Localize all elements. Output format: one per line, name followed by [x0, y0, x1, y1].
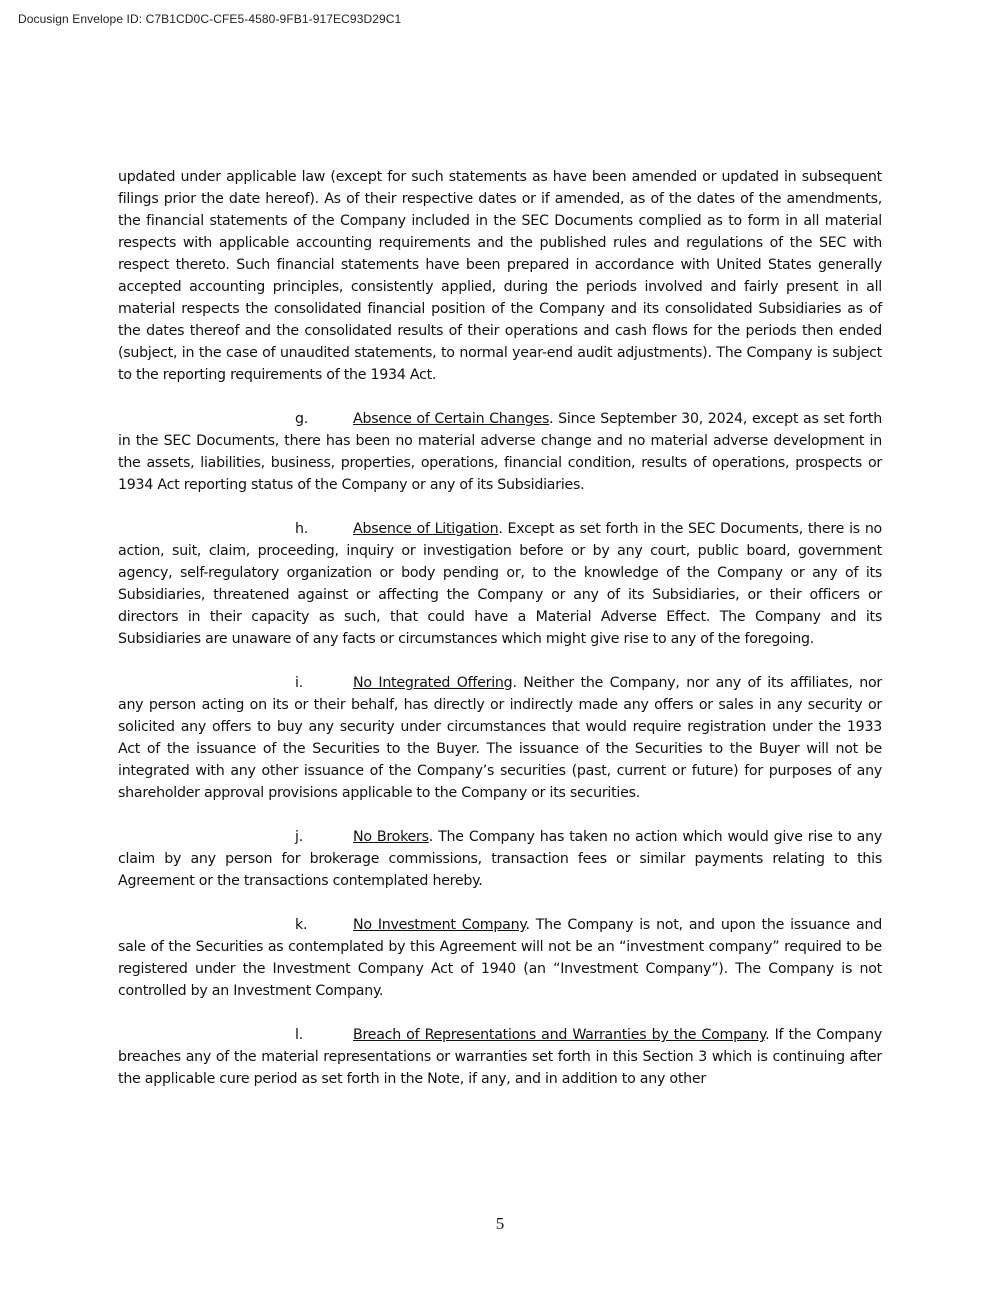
section-h-body: . Except as set forth in the SEC Documents, there is no action, suit, claim, proceeding, inquiry or investigation before or by any court, public board, government agency, self-regulatory organization or body pending or, to the knowledge of the Company or any of its Subsidiaries, threatened against or affecting the Company or any of its Subsidiaries, or their officers or directors in their capacity as such, that could have a Material Adverse Effect. The Company and its Subsidiaries are unaware of any facts or circumstances which might give rise to any of the foregoing.: [118, 521, 882, 647]
section-g-heading: Absence of Certain Changes: [353, 411, 550, 427]
section-k-body: . The Company is not, and upon the issuance and sale of the Securities as contemplated by this Agreement will not be an “investment company” required to be registered under the Investment Company Act of 1940 (an “Investment Company”). The Company is not controlled by an Investment Company.: [118, 917, 882, 999]
document-body: [118, 166, 882, 1112]
section-j-body: . The Company has taken no action which would give rise to any claim by any person for brokerage commissions, transaction fees or similar payments relating to this Agreement or the transactions contemplated hereby.: [118, 829, 882, 889]
section-l-heading: Breach of Representations and Warranties by the Company: [353, 1027, 766, 1043]
section-l-body: . If the Company breaches any of the material representations or warranties set forth in this Section 3 which is continuing after the applicable cure period as set forth in the Note, if any, and in addition to any other: [118, 1027, 883, 1087]
docusign-envelope-id: Docusign Envelope ID: C7B1CD0C-CFE5-4580-9FB1-917EC93D29C1: [18, 12, 402, 26]
section-i-letter: i.: [295, 675, 303, 691]
section-h: [118, 518, 882, 650]
section-i-heading: No Integrated Offering: [353, 675, 513, 691]
page-number: 5: [495, 1214, 505, 1233]
section-j: [118, 826, 882, 892]
section-h-heading: Absence of Litigation: [353, 521, 499, 537]
section-k-heading: No Investment Company: [353, 917, 526, 933]
section-l-letter: l.: [295, 1027, 303, 1043]
section-h-letter: h.: [295, 521, 309, 537]
section-i-body: . Neither the Company, nor any of its affiliates, nor any person acting on its or their behalf, has directly or indirectly made any offers or sales in any security or solicited any offers to buy any security under circumstances that would require registration under the 1933 Act of the issuance of the Securities to the Buyer. The issuance of the Securities to the Buyer will not be integrated with any other issuance of the Company’s securities (past, current or future) for purposes of any shareholder approval provisions applicable to the Company or its securities.: [118, 675, 882, 801]
section-j-letter: j.: [295, 829, 303, 845]
section-i: [118, 672, 882, 804]
section-g: [118, 408, 882, 496]
section-g-body: . Since September 30, 2024, except as set forth in the SEC Documents, there has been no material adverse change and no material adverse development in the assets, liabilities, business, properties, operations, financial condition, results of operations, prospects or 1934 Act reporting status of the Company or any of its Subsidiaries.: [118, 411, 882, 493]
section-j-heading: No Brokers: [353, 829, 429, 845]
section-k-letter: k.: [295, 917, 308, 933]
section-l: [118, 1024, 882, 1090]
section-k: [118, 914, 882, 1002]
paragraph-continuation: updated under applicable law (except for such statements as have been amended or updated in subsequent filings prior the date hereof). As of their respective dates or if amended, as of the dates of the amendments, the financial statements of the Company included in the SEC Documents complied as to form in all material respects with applicable accounting requirements and the published rules and regulations of the SEC with respect thereto. Such financial statements have been prepared in accordance with United States generally accepted accounting principles, consistently applied, during the periods involved and fairly present in all material respects the consolidated financial position of the Company and its consolidated Subsidiaries as of the dates thereof and the consolidated results of their operations and cash flows for the periods then ended (subject, in the case of unaudited statements, to normal year-end audit adjustments). The Company is subject to the reporting requirements of the 1934 Act.: [118, 169, 882, 383]
section-g-letter: g.: [295, 411, 309, 427]
